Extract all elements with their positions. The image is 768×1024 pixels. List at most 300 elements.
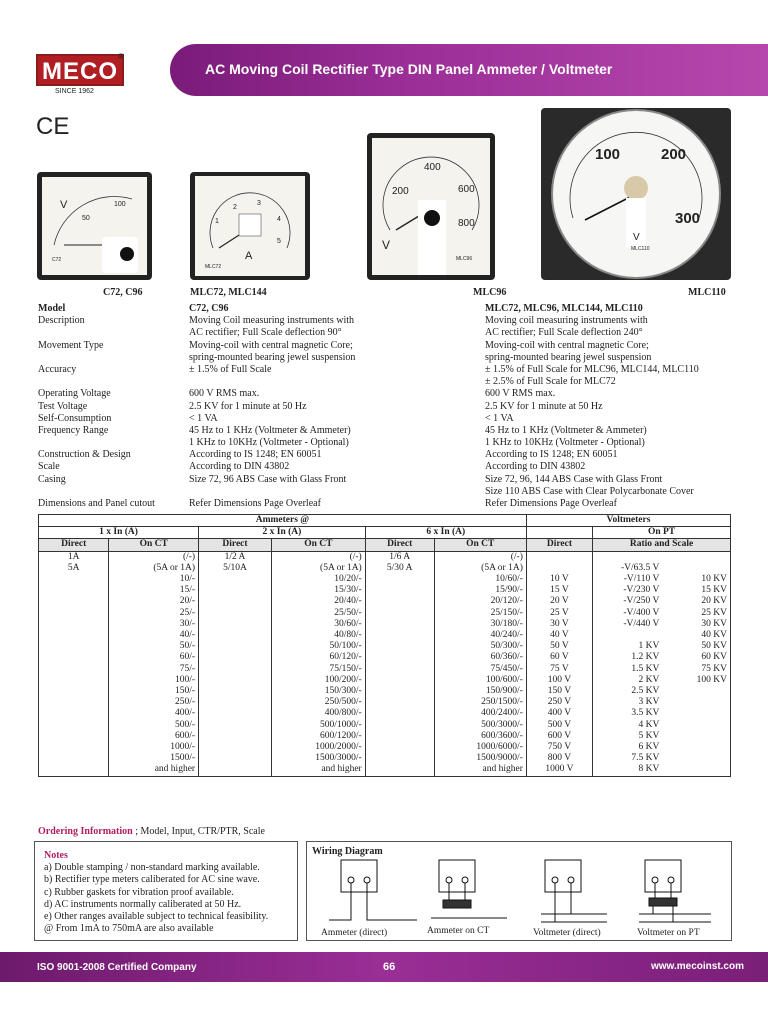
- table-cell: 15/-: [109, 585, 199, 596]
- notes-box: [34, 841, 298, 941]
- table-row: [39, 574, 731, 585]
- website-link[interactable]: www.mecoinst.com: [651, 961, 744, 972]
- caption-mlc96: MLC96: [473, 287, 507, 298]
- table-cell: [39, 720, 109, 731]
- table-cell: 400/2400/-: [434, 708, 526, 719]
- table-cell: 1500/3000/-: [271, 753, 365, 764]
- table-row: [39, 675, 731, 686]
- wiring-label: Ammeter (direct): [321, 928, 388, 938]
- scale-label: 2: [233, 204, 237, 211]
- table-cell: [39, 697, 109, 708]
- scale-label: A: [245, 250, 253, 262]
- table-cell: 5 KV: [593, 731, 663, 742]
- scale-label: 200: [392, 186, 409, 197]
- spec-value: 2.5 KV for 1 minute at 50 Hz: [485, 400, 603, 412]
- table-row: [39, 551, 731, 563]
- col-header: On CT: [109, 539, 199, 551]
- note-item: e) Other ranges available subject to technical feasibility.: [44, 911, 269, 923]
- table-cell: 30/-: [109, 619, 199, 630]
- table-cell: [365, 686, 434, 697]
- spec-label: Scale: [38, 461, 60, 473]
- table-cell: 40 KV: [701, 630, 727, 641]
- table-cell: 50/-: [109, 641, 199, 652]
- table-cell: (/-): [271, 551, 365, 563]
- table-cell: [593, 551, 663, 563]
- table-cell: 25 KV: [701, 607, 727, 618]
- meter-model-label: C72: [52, 257, 62, 263]
- table-cell: 600/1200/-: [271, 731, 365, 742]
- spec-value: Moving coil measuring instruments with: [485, 315, 648, 327]
- table-cell: 15/30/-: [271, 585, 365, 596]
- table-row: [39, 563, 731, 574]
- table-cell: (5A or 1A): [271, 563, 365, 574]
- spec-label: Casing: [38, 473, 66, 485]
- table-cell: [199, 675, 272, 686]
- table-cell: [662, 708, 730, 719]
- table-cell: 600/-: [109, 731, 199, 742]
- spec-value: 2.5 KV for 1 minute at 50 Hz: [189, 400, 307, 412]
- table-cell: 2 KV: [593, 675, 663, 686]
- ordering-info: [38, 826, 265, 837]
- table-cell: [662, 697, 730, 708]
- table-cell: 1000 V: [526, 764, 592, 776]
- table-row: [39, 720, 731, 731]
- spec-value: Size 72, 96, 144 ABS Case with Glass Front: [485, 473, 663, 485]
- registered-mark: ®: [118, 52, 124, 61]
- table-cell: [526, 563, 592, 574]
- table-cell: 1A: [67, 551, 80, 562]
- scale-label: 1: [215, 218, 219, 225]
- col-header: Ratio and Scale: [593, 539, 731, 551]
- table-cell: [199, 630, 272, 641]
- spec-label: Frequency Range: [38, 424, 109, 436]
- table-cell: 7.5 KV: [593, 753, 663, 764]
- table-cell: [662, 753, 730, 764]
- table-cell: 75/150/-: [271, 664, 365, 675]
- spec-value: C72, C96: [189, 303, 229, 314]
- zero-screw: [120, 247, 134, 261]
- table-row: [39, 608, 731, 619]
- caption-c72: C72, C96: [103, 287, 143, 298]
- spec-value: 600 V RMS max.: [485, 388, 556, 400]
- table-cell: 40 V: [526, 630, 592, 641]
- group-heading: 1 x In (A): [39, 527, 199, 539]
- since-label: SINCE 1962: [55, 88, 94, 95]
- spec-value: spring-mounted bearing jewel suspension: [485, 351, 652, 363]
- table-cell: 500/1000/-: [271, 720, 365, 731]
- table-cell: [199, 596, 272, 607]
- table-row: [39, 652, 731, 663]
- table-cell: [39, 742, 109, 753]
- table-cell: 400/-: [109, 708, 199, 719]
- table-cell: 20/40/-: [271, 596, 365, 607]
- page-number: 66: [383, 961, 396, 973]
- notes-title: Notes: [44, 850, 68, 861]
- table-cell: 50 KV: [701, 641, 727, 652]
- table-cell: 50 V: [526, 641, 592, 652]
- spec-value: 600 V RMS max.: [189, 388, 260, 400]
- scale-label: 3: [257, 200, 261, 207]
- table-cell: [39, 664, 109, 675]
- table-cell: 75/-: [109, 664, 199, 675]
- spec-value: 1 KHz to 10KHz (Voltmeter - Optional): [189, 437, 349, 449]
- wiring-label: Voltmeter (direct): [533, 928, 601, 938]
- note-item: d) AC instruments normally caliberated at 50 Hz.: [44, 898, 242, 910]
- note-item: a) Double stamping / non-standard marking available.: [44, 862, 260, 874]
- table-cell: -V/400 V: [593, 608, 663, 619]
- wiring-diagram: [307, 842, 733, 942]
- table-cell: 100/-: [109, 675, 199, 686]
- table-cell: [662, 686, 730, 697]
- table-cell: [662, 742, 730, 753]
- scale-label: 200: [661, 146, 687, 163]
- table-cell: [365, 619, 434, 630]
- table-cell: 75/450/-: [434, 664, 526, 675]
- table-cell: 100 V: [526, 675, 592, 686]
- scale-label: 4: [277, 216, 281, 223]
- table-cell: [199, 574, 272, 585]
- spec-label: Construction & Design: [38, 449, 131, 461]
- col-header: On CT: [271, 539, 365, 551]
- table-cell: [365, 652, 434, 663]
- table-cell: [39, 574, 109, 585]
- table-cell: 8 KV: [593, 764, 663, 776]
- table-cell: 50/100/-: [271, 641, 365, 652]
- table-cell: 20 V: [526, 596, 592, 607]
- table-cell: [365, 574, 434, 585]
- spec-c72-column: [189, 303, 355, 510]
- table-cell: 1/6 A: [365, 551, 434, 563]
- spec-label: Self-Consumption: [38, 412, 112, 424]
- table-cell: 10/20/-: [271, 574, 365, 585]
- table-cell: 250/-: [109, 697, 199, 708]
- col-header: Direct: [39, 539, 109, 551]
- table-cell: 1/2 A: [199, 551, 272, 563]
- table-cell: [365, 596, 434, 607]
- table-cell: 30 KV: [701, 618, 727, 629]
- table-cell: [199, 764, 272, 776]
- table-cell: [365, 720, 434, 731]
- table-cell: [39, 686, 109, 697]
- table-cell: 500/-: [109, 720, 199, 731]
- table-cell: -V/440 V: [593, 619, 663, 630]
- table-cell: 1.5 KV: [593, 664, 663, 675]
- table-cell: 15 KV: [701, 585, 727, 596]
- table-cell: 1.2 KV: [593, 652, 663, 663]
- table-cell: [662, 551, 730, 563]
- table-cell: 400/800/-: [271, 708, 365, 719]
- table-cell: 150/900/-: [434, 686, 526, 697]
- table-cell: 75 V: [526, 664, 592, 675]
- spec-value: Moving Coil measuring instruments with: [189, 315, 354, 327]
- table-cell: [39, 764, 109, 776]
- table-cell: 4 KV: [593, 720, 663, 731]
- voltmeters-heading: Voltmeters: [526, 515, 730, 527]
- table-cell: 40/240/-: [434, 630, 526, 641]
- table-cell: 5/10A: [199, 563, 272, 574]
- table-cell: [365, 697, 434, 708]
- table-cell: [365, 675, 434, 686]
- table-cell: 60 KV: [701, 652, 727, 663]
- onpt-heading: On PT: [593, 527, 731, 539]
- table-cell: [593, 630, 663, 641]
- table-cell: [365, 641, 434, 652]
- spec-label: [38, 352, 155, 364]
- table-cell: 60/120/-: [271, 652, 365, 663]
- table-cell: 150 V: [526, 686, 592, 697]
- table-cell: [199, 664, 272, 675]
- table-row: [39, 630, 731, 641]
- table-cell: 150/-: [109, 686, 199, 697]
- table-cell: 100/200/-: [271, 675, 365, 686]
- spec-label: [38, 486, 155, 498]
- ammeters-heading: Ammeters @: [39, 515, 527, 527]
- scale-label: 600: [458, 184, 475, 195]
- table-cell: 20/120/-: [434, 596, 526, 607]
- meter-model-label: MLC72: [205, 264, 222, 270]
- table-cell: [662, 731, 730, 742]
- table-cell: 20/-: [109, 596, 199, 607]
- scale-label: V: [382, 238, 391, 252]
- table-cell: 3 KV: [593, 697, 663, 708]
- table-cell: [199, 619, 272, 630]
- scale-label: 300: [675, 210, 701, 227]
- table-cell: [39, 641, 109, 652]
- table-cell: -V/230 V: [593, 585, 663, 596]
- table-cell: 40/80/-: [271, 630, 365, 641]
- table-cell: 40/-: [109, 630, 199, 641]
- spec-value: < 1 VA: [189, 412, 218, 424]
- table-cell: [39, 596, 109, 607]
- spec-mlc-column: [485, 303, 699, 510]
- table-cell: [199, 708, 272, 719]
- note-item: @ From 1mA to 750mA are also available: [44, 923, 214, 935]
- table-cell: 750 V: [526, 742, 592, 753]
- table-cell: and higher: [434, 764, 526, 776]
- table-cell: [365, 608, 434, 619]
- page-title: AC Moving Coil Rectifier Type DIN Panel Ammeter / Voltmeter: [205, 61, 613, 77]
- spec-value: AC rectifier; Full Scale deflection 240°: [485, 327, 643, 339]
- table-cell: [365, 764, 434, 776]
- table-cell: 150/300/-: [271, 686, 365, 697]
- meter-mlc72-image: [190, 172, 310, 280]
- table-cell: 500 V: [526, 720, 592, 731]
- table-cell: 30 V: [526, 619, 592, 630]
- table-cell: [39, 608, 109, 619]
- table-row: [39, 742, 731, 753]
- group-heading: 6 x In (A): [365, 527, 526, 539]
- ordering-separator: ;: [135, 826, 138, 837]
- table-cell: 25 V: [526, 608, 592, 619]
- table-cell: [199, 652, 272, 663]
- spec-value: MLC72, MLC96, MLC144, MLC110: [485, 303, 643, 314]
- table-cell: [365, 664, 434, 675]
- table-cell: [365, 731, 434, 742]
- table-cell: (5A or 1A): [109, 563, 199, 574]
- group-heading: 2 x In (A): [199, 527, 366, 539]
- table-cell: 1000/-: [109, 742, 199, 753]
- ordering-text: Model, Input, CTR/PTR, Scale: [140, 826, 265, 837]
- spec-value: 45 Hz to 1 KHz (Voltmeter & Ammeter): [189, 424, 351, 436]
- col-header: On CT: [434, 539, 526, 551]
- scale-label: 800: [458, 218, 475, 229]
- spec-value: ± 2.5% of Full Scale for MLC72: [485, 376, 616, 388]
- table-cell: 500/3000/-: [434, 720, 526, 731]
- table-cell: [199, 585, 272, 596]
- scale-label: 100: [114, 201, 126, 208]
- table-cell: [365, 708, 434, 719]
- wiring-diagram-box: [306, 841, 732, 941]
- table-cell: (5A or 1A): [434, 563, 526, 574]
- meco-logo: MECO: [36, 54, 124, 86]
- table-cell: 5A: [67, 562, 80, 573]
- table-cell: 3.5 KV: [593, 708, 663, 719]
- note-item: b) Rectifier type meters caliberated for AC sine wave.: [44, 874, 260, 886]
- spec-labels: [38, 303, 155, 510]
- table-cell: 60 V: [526, 652, 592, 663]
- spec-label: [38, 327, 155, 339]
- table-cell: 1500/9000/-: [434, 753, 526, 764]
- table-row: [39, 697, 731, 708]
- table-cell: [199, 753, 272, 764]
- spec-value: Refer Dimensions Page Overleaf: [189, 498, 321, 509]
- spec-label: [38, 437, 155, 449]
- table-cell: [662, 563, 730, 574]
- table-cell: [199, 641, 272, 652]
- table-cell: 25/-: [109, 608, 199, 619]
- table-cell: 10/60/-: [434, 574, 526, 585]
- spec-value: ± 1.5% of Full Scale for MLC96, MLC144, MLC110: [485, 363, 699, 375]
- table-cell: [199, 697, 272, 708]
- table-row: [39, 764, 731, 776]
- caption-mlc110: MLC110: [688, 287, 726, 298]
- table-cell: 15/90/-: [434, 585, 526, 596]
- table-cell: 250/500/-: [271, 697, 365, 708]
- meter-c72-image: [37, 172, 152, 280]
- table-cell: 1 KV: [593, 641, 663, 652]
- table-cell: [365, 742, 434, 753]
- table-cell: [39, 731, 109, 742]
- spec-value: According to DIN 43802: [189, 461, 290, 473]
- table-cell: 600/3600/-: [434, 731, 526, 742]
- table-cell: 60/360/-: [434, 652, 526, 663]
- caption-mlc72: MLC72, MLC144: [190, 287, 267, 298]
- table-cell: 20 KV: [701, 596, 727, 607]
- table-cell: 10/-: [109, 574, 199, 585]
- spec-value: Moving-coil with central magnetic Core;: [189, 339, 353, 351]
- scale-label: 100: [595, 146, 621, 163]
- table-row: [39, 708, 731, 719]
- table-cell: -V/110 V: [593, 574, 663, 585]
- spec-value: Size 110 ABS Case with Clear Polycarbonate Cover: [485, 485, 694, 497]
- table-cell: -V/250 V: [593, 596, 663, 607]
- table-cell: 400 V: [526, 708, 592, 719]
- table-cell: 250 V: [526, 697, 592, 708]
- table-cell: [526, 551, 592, 563]
- table-cell: 1500/-: [109, 753, 199, 764]
- table-cell: -V/63.5 V: [593, 563, 663, 574]
- spec-value: According to DIN 43802: [485, 461, 586, 473]
- spec-value: AC rectifier; Full Scale deflection 90°: [189, 327, 342, 339]
- spec-label: Accuracy: [38, 363, 77, 375]
- table-cell: 6 KV: [593, 742, 663, 753]
- spec-value: According to IS 1248; EN 60051: [189, 449, 322, 461]
- footer-bar: [0, 952, 768, 982]
- table-cell: 75 KV: [701, 663, 727, 674]
- table-row: [39, 596, 731, 607]
- table-cell: (/-): [109, 551, 199, 563]
- table-cell: 25/150/-: [434, 608, 526, 619]
- table-row: [39, 753, 731, 764]
- table-cell: [365, 630, 434, 641]
- meter-model-label: MLC96: [456, 256, 473, 262]
- ce-mark: CE: [36, 113, 70, 140]
- table-cell: 25/50/-: [271, 608, 365, 619]
- scale-label: 5: [277, 238, 281, 245]
- table-cell: 50/300/-: [434, 641, 526, 652]
- table-cell: [199, 686, 272, 697]
- table-cell: 10 V: [526, 574, 592, 585]
- ordering-label: Ordering Information: [38, 826, 133, 837]
- table-cell: 800 V: [526, 753, 592, 764]
- spec-value: [189, 376, 355, 388]
- table-cell: 100 KV: [696, 674, 727, 685]
- meter-mlc110-image: [541, 108, 731, 280]
- table-cell: 1000/6000/-: [434, 742, 526, 753]
- meter-mlc96-image: [367, 133, 495, 280]
- spec-value: Moving-coil with central magnetic Core;: [485, 339, 649, 351]
- spec-label: Operating Voltage: [38, 388, 111, 400]
- table-cell: [39, 585, 109, 596]
- table-row: [39, 585, 731, 596]
- table-cell: 30/180/-: [434, 619, 526, 630]
- table-row: [39, 641, 731, 652]
- spec-value: [189, 486, 355, 498]
- spec-value: spring-mounted bearing jewel suspension: [189, 351, 356, 363]
- spec-label: Description: [38, 315, 85, 327]
- table-row: [39, 619, 731, 630]
- spec-label: Test Voltage: [38, 400, 88, 412]
- ranges-table: [38, 514, 731, 777]
- table-cell: 250/1500/-: [434, 697, 526, 708]
- table-cell: 30/60/-: [271, 619, 365, 630]
- table-cell: 100/600/-: [434, 675, 526, 686]
- table-cell: 60/-: [109, 652, 199, 663]
- spec-label: Dimensions and Panel cutout: [38, 498, 155, 509]
- table-cell: 600 V: [526, 731, 592, 742]
- col-header: Direct: [526, 539, 592, 551]
- table-cell: [662, 764, 730, 776]
- scale-label: 50: [82, 215, 90, 222]
- table-cell: [39, 652, 109, 663]
- table-cell: 5/30 A: [365, 563, 434, 574]
- table-cell: [39, 708, 109, 719]
- scale-label: 400: [424, 162, 441, 173]
- spec-value: ± 1.5% of Full Scale: [189, 363, 272, 375]
- table-row: [39, 686, 731, 697]
- table-cell: 15 V: [526, 585, 592, 596]
- table-cell: [662, 720, 730, 731]
- spec-value: < 1 VA: [485, 412, 514, 424]
- table-cell: [39, 630, 109, 641]
- meter-model-label: MLC110: [631, 246, 650, 252]
- table-cell: [199, 608, 272, 619]
- table-cell: [199, 731, 272, 742]
- table-cell: 2.5 KV: [593, 686, 663, 697]
- table-row: [39, 664, 731, 675]
- spec-value: 45 Hz to 1 KHz (Voltmeter & Ammeter): [485, 424, 647, 436]
- table-cell: and higher: [271, 764, 365, 776]
